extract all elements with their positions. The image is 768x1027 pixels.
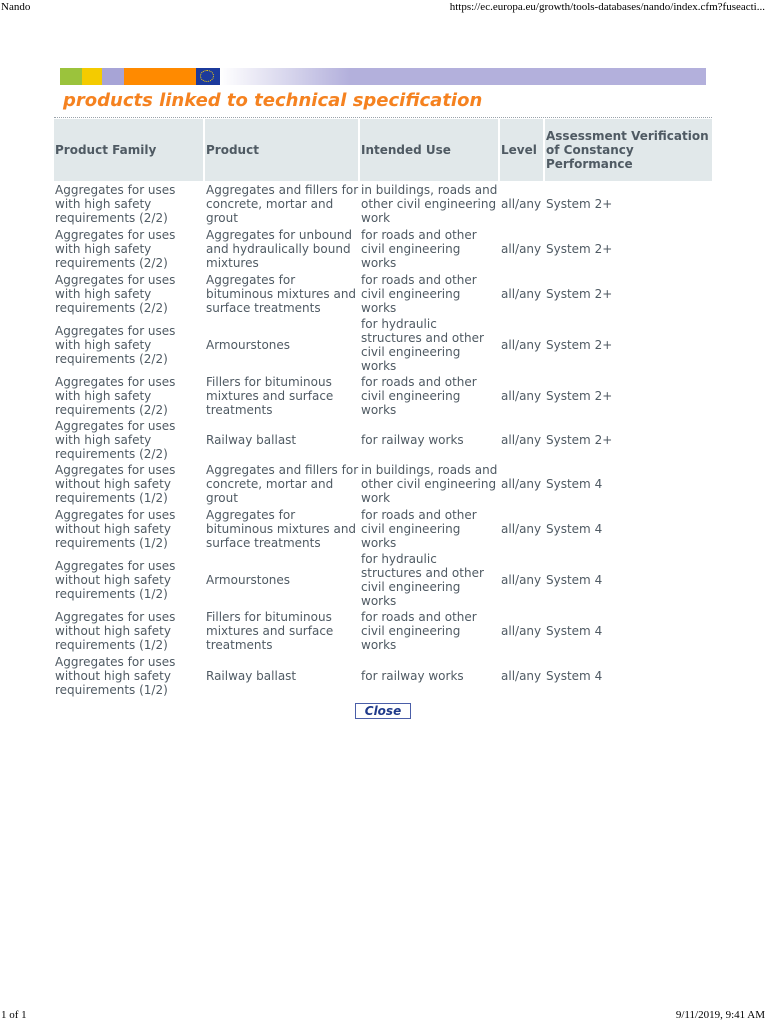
cell-product: Aggregates and fillers for concrete, mortar and grout — [206, 462, 359, 505]
page-title: products linked to technical specification — [63, 90, 483, 111]
cell-avcp: System 2+ — [546, 388, 613, 403]
cell-product-family: Aggregates for uses with high safety requirements (2/2) — [55, 374, 176, 417]
table-row — [54, 373, 712, 418]
cell-intended-use: for hydraulic structures and other civil engineering works — [361, 316, 484, 373]
cell-intended-use: for roads and other civil engineering works — [361, 227, 477, 270]
cell-product: Aggregates for bituminous mixtures and surface treatments — [206, 272, 357, 315]
cell-avcp: System 4 — [546, 521, 603, 536]
cell-intended-use: for roads and other civil engineering works — [361, 272, 477, 315]
header-level: Level — [500, 119, 545, 181]
header-product: Product — [205, 119, 360, 181]
print-footer — [0, 1009, 768, 1027]
cell-product-family: Aggregates for uses with high safety requirements (2/2) — [55, 323, 176, 366]
cell-avcp: System 2+ — [546, 337, 613, 352]
print-header-url: https://ec.europa.eu/growth/tools-databases/nando/index.cfm?fuseacti... — [449, 1, 765, 13]
print-header — [0, 1, 768, 19]
cell-product: Aggregates for unbound and hydraulically bound mixtures — [206, 227, 352, 270]
close-button[interactable]: Close — [355, 703, 411, 719]
cell-product-family: Aggregates for uses without high safety requirements (1/2) — [55, 558, 176, 601]
cell-level: all/any — [501, 241, 542, 256]
cell-intended-use: for railway works — [361, 668, 464, 683]
cell-avcp: System 4 — [546, 572, 603, 587]
table-row — [54, 418, 712, 461]
table-header-row — [54, 119, 712, 181]
cell-avcp: System 2+ — [546, 432, 613, 447]
eu-flag-icon — [196, 68, 220, 85]
cell-avcp: System 2+ — [546, 286, 613, 301]
cell-product-family: Aggregates for uses without high safety requirements (1/2) — [55, 462, 176, 505]
table-row — [54, 506, 712, 551]
products-table — [54, 119, 712, 698]
cell-product: Fillers for bituminous mixtures and surface treatments — [206, 609, 334, 652]
cell-level: all/any — [501, 623, 542, 638]
print-footer-datetime: 9/11/2019, 9:41 AM — [675, 1009, 765, 1021]
print-footer-page-count: 1 of 1 — [1, 1009, 27, 1021]
cell-level: all/any — [501, 521, 542, 536]
cell-product: Fillers for bituminous mixtures and surface treatments — [206, 374, 334, 417]
header-avcp: Assessment Verification of Constancy Performance — [545, 119, 712, 181]
cell-intended-use: for roads and other civil engineering works — [361, 609, 477, 652]
cell-product: Railway ballast — [206, 668, 297, 683]
cell-product: Armourstones — [206, 572, 291, 587]
cell-level: all/any — [501, 668, 542, 683]
cell-product-family: Aggregates for uses without high safety requirements (1/2) — [55, 507, 176, 550]
cell-level: all/any — [501, 196, 542, 211]
eu-banner — [60, 68, 706, 85]
cell-product-family: Aggregates for uses with high safety requirements (2/2) — [55, 418, 176, 461]
cell-level: all/any — [501, 337, 542, 352]
table-row — [54, 608, 712, 653]
cell-intended-use: for hydraulic structures and other civil engineering works — [361, 551, 484, 608]
cell-product-family: Aggregates for uses with high safety requirements (2/2) — [55, 227, 176, 270]
cell-product-family: Aggregates for uses with high safety requirements (2/2) — [55, 272, 176, 315]
table-row — [54, 461, 712, 506]
banner-gradient — [220, 68, 350, 85]
cell-product-family: Aggregates for uses with high safety requirements (2/2) — [55, 182, 176, 225]
banner-orange-block — [124, 68, 196, 85]
cell-product: Aggregates for bituminous mixtures and surface treatments — [206, 507, 357, 550]
table-row — [54, 653, 712, 698]
cell-level: all/any — [501, 286, 542, 301]
cell-intended-use: for roads and other civil engineering works — [361, 374, 477, 417]
cell-avcp: System 4 — [546, 623, 603, 638]
banner-green-block — [60, 68, 82, 85]
table-row — [54, 551, 712, 608]
cell-intended-use: for roads and other civil engineering works — [361, 507, 477, 550]
cell-product: Aggregates and fillers for concrete, mortar and grout — [206, 182, 359, 225]
table-row — [54, 316, 712, 373]
cell-intended-use: in buildings, roads and other civil engineering work — [361, 182, 498, 225]
cell-level: all/any — [501, 476, 542, 491]
header-intended-use: Intended Use — [360, 119, 500, 181]
cell-intended-use: in buildings, roads and other civil engineering work — [361, 462, 498, 505]
banner-purple-block — [102, 68, 124, 85]
cell-level: all/any — [501, 388, 542, 403]
cell-avcp: System 4 — [546, 668, 603, 683]
cell-level: all/any — [501, 432, 542, 447]
table-row — [54, 271, 712, 316]
title-divider — [54, 117, 712, 118]
cell-avcp: System 2+ — [546, 241, 613, 256]
cell-level: all/any — [501, 572, 542, 587]
cell-product-family: Aggregates for uses without high safety requirements (1/2) — [55, 654, 176, 697]
cell-product: Armourstones — [206, 337, 291, 352]
cell-avcp: System 2+ — [546, 196, 613, 211]
cell-intended-use: for railway works — [361, 432, 464, 447]
table-row — [54, 181, 712, 226]
banner-yellow-block — [82, 68, 102, 85]
header-product-family: Product Family — [54, 119, 205, 181]
print-header-title: Nando — [1, 1, 31, 13]
cell-product-family: Aggregates for uses without high safety requirements (1/2) — [55, 609, 176, 652]
table-row — [54, 226, 712, 271]
cell-avcp: System 4 — [546, 476, 603, 491]
cell-product: Railway ballast — [206, 432, 297, 447]
eu-flag-stars — [200, 70, 214, 82]
